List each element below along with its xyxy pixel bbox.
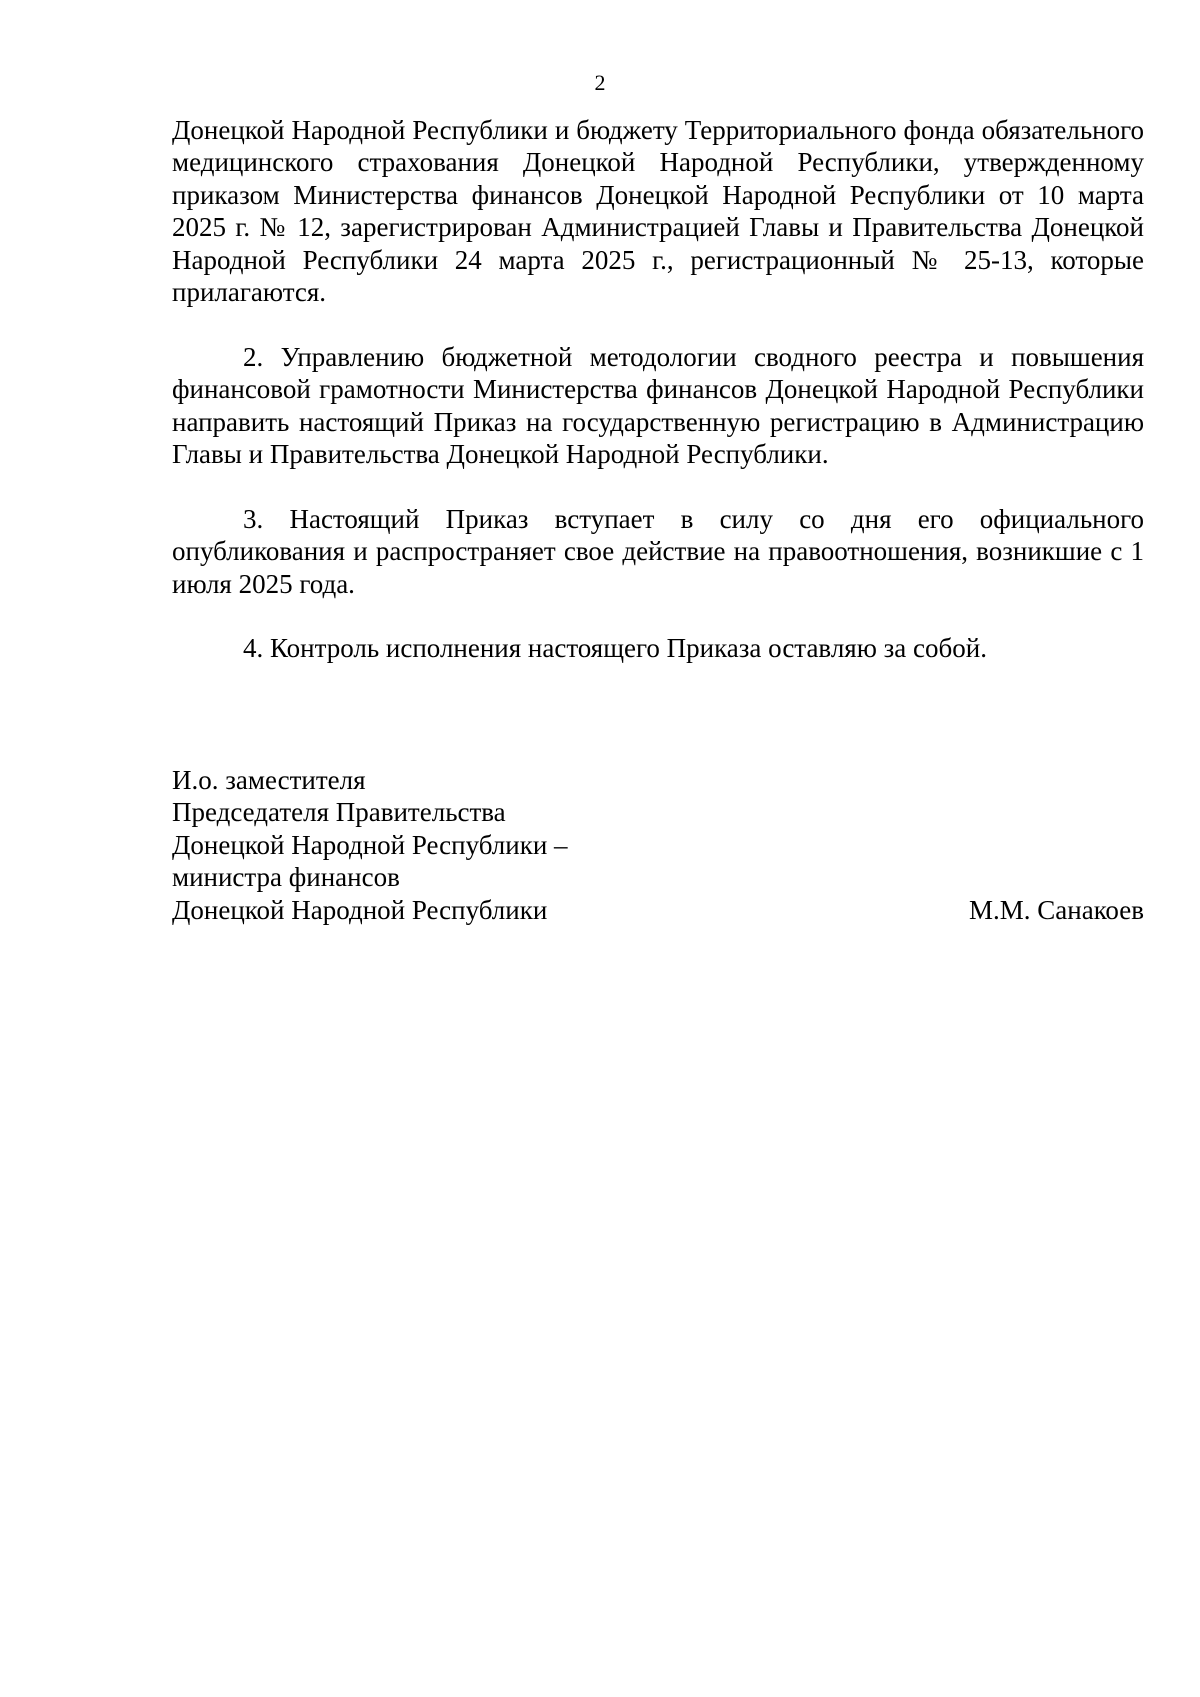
signatory-position-line: И.о. заместителя: [172, 765, 366, 795]
signatory-position-line: Донецкой Народной Республики: [172, 894, 548, 925]
paragraph-continuation: Донецкой Народной Республики и бюджету Территориального фонда обязательного медицинского страхования Донецкой Народной Республики, утвержденному приказом Министерства финансов Донецкой Народной Республики от 10 марта 2025 г. № 12, зарегистрирован Администрацией Главы и Правительства Донецкой Народной Республики 24 марта 2025 г., регистрационный № 25-13, которые прилагаются.: [172, 115, 1144, 308]
signatory-position-line: министра финансов: [172, 862, 400, 893]
paragraph-spacer: [172, 470, 1144, 502]
signatory-position-line: Председателя Правительства: [172, 797, 506, 828]
paragraph-spacer: [172, 308, 1144, 340]
paragraph-item-3: 3. Настоящий Приказ вступает в силу со дня его официального опубликования и распространяет свое действие на правоотношения, возникшие с 1 июля 2025 года.: [172, 503, 1144, 599]
paragraph-item-2: 2. Управлению бюджетной методологии сводного реестра и повышения финансовой грамотности Министерства финансов Донецкой Народной Республики направить настоящий Приказ на государственную регистрацию в Администрацию Главы и Правительства Донецкой Народной Республики.: [172, 341, 1144, 470]
signature-final-row: [172, 894, 1144, 926]
page-number: 2: [594, 70, 606, 95]
signature-block: [172, 764, 1144, 926]
paragraph-spacer: [172, 600, 1144, 632]
paragraph-item-4: 4. Контроль исполнения настоящего Приказа оставляю за собой.: [243, 633, 987, 664]
document-body: [172, 114, 1144, 665]
signatory-position-line: Донецкой Народной Республики –: [172, 829, 568, 860]
signatory-name: М.М. Санакоев: [969, 894, 1144, 925]
